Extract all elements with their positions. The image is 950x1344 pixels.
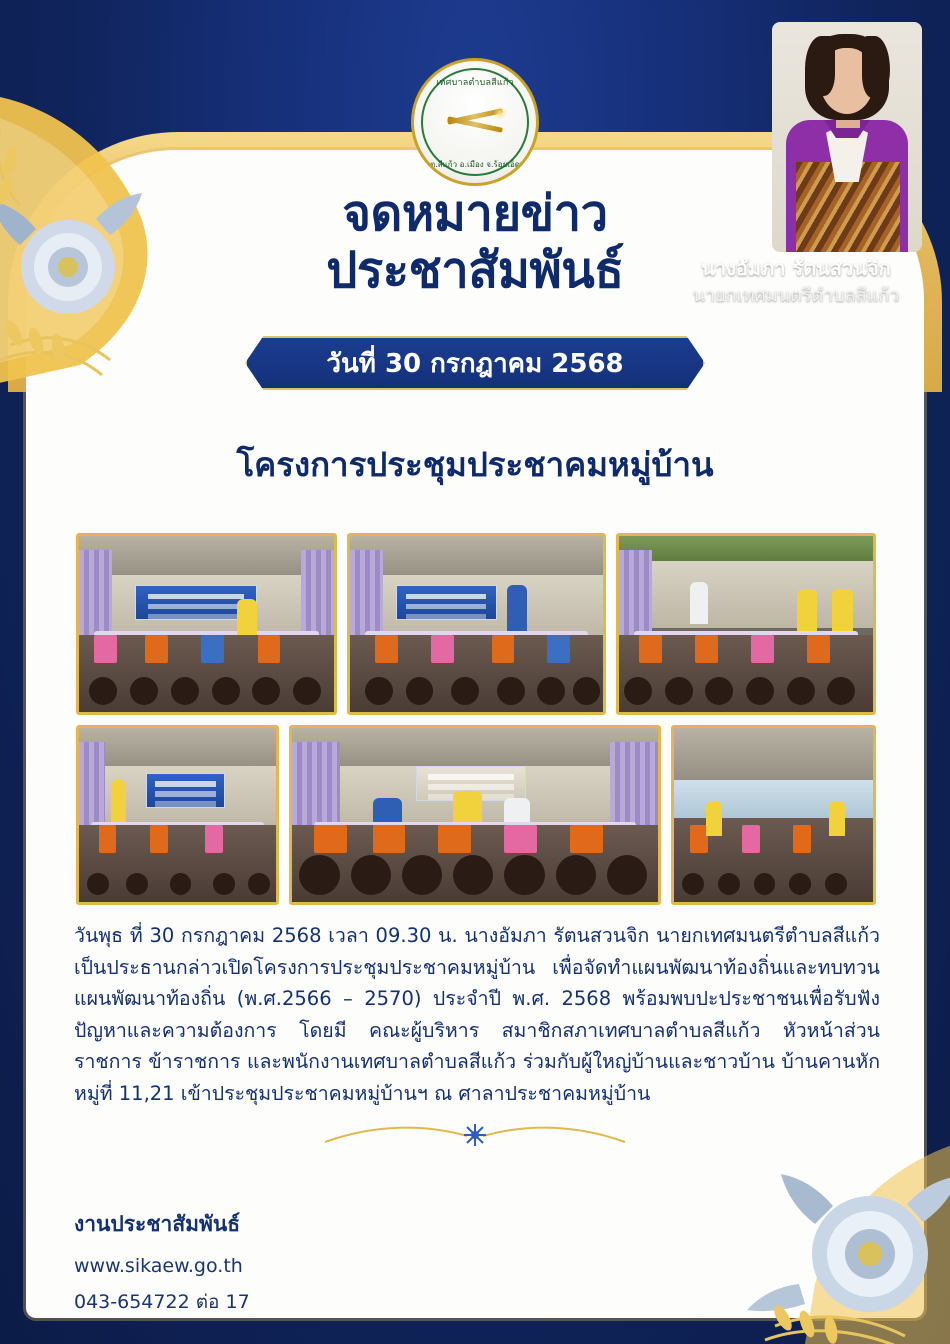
divider-ornament (325, 1122, 625, 1148)
date-badge-label: วันที่ 30 กรกฎาคม 2568 (326, 348, 624, 379)
photo-2 (347, 533, 606, 715)
photo-row-1 (76, 533, 876, 715)
mayor-role: นายกเทศมนตรีตำบลสีแก้ว (692, 285, 900, 306)
photo-5 (289, 725, 661, 905)
page-title-line2: ประชาสัมพันธ์ (326, 241, 624, 299)
photo-1 (76, 533, 337, 715)
page-title (0, 186, 950, 300)
photo-3 (616, 533, 876, 715)
date-badge (245, 336, 705, 390)
article-body: วันพุธ ที่ 30 กรกฎาคม 2568 เวลา 09.30 น. นางอัมภา รัตนสวนจิก นายกเทศมนตรีตำบลสีแก้ว เป็นประธานกล่าวเปิดโครงการประชุมประชาคมหมู่บ้าน เพื่อจัดทำแผนพัฒนาท้องถิ่นและทบทวนแผนพัฒนาท้องถิ่น (พ.ศ.2566 – 2570) ประจำปี พ.ศ. 2568 พร้อมพบปะประชาชนเพื่อรับฟังปัญหาและความต้องการ โดยมี คณะผู้บริหาร สมาชิกสภาเทศบาลตำบลสีแก้ว หัวหน้าส่วนราชการ ข้าราชการ และพนักงานเทศบาลตำบลสีแก้ว ร่วมกับผู้ใหญ่บ้านและชาวบ้าน บ้านคานหัก หมู่ที่ 11,21 เข้าประชุมประชาคมหมู่บ้านฯ ณ ศาลาประชาคมหมู่บ้าน (74, 924, 880, 1105)
mayor-name: นางอัมภา รัตนสวนจิก (701, 256, 891, 280)
footer (74, 1208, 250, 1327)
municipality-seal-icon (411, 58, 539, 186)
seal-bottom-text: ต.สีแก้ว อ.เมือง จ.ร้อยเอ็ด (429, 160, 521, 169)
footer-title: งานประชาสัมพันธ์ (74, 1212, 241, 1236)
seal-emblem-icon (445, 100, 505, 144)
footer-phone: 043-654722 ต่อ 17 (74, 1291, 250, 1313)
photo-4 (76, 725, 279, 905)
page-title-line1: จดหมายข่าว (342, 185, 608, 242)
seal-top-text: เทศบาลตำบลสีแก้ว (436, 78, 514, 88)
photo-row-2 (76, 725, 876, 905)
project-title: โครงการประชุมประชาคมหมู่บ้าน (236, 445, 714, 484)
photo-gallery (76, 533, 876, 915)
footer-website[interactable]: www.sikaew.go.th (74, 1255, 243, 1277)
photo-6 (671, 725, 876, 905)
